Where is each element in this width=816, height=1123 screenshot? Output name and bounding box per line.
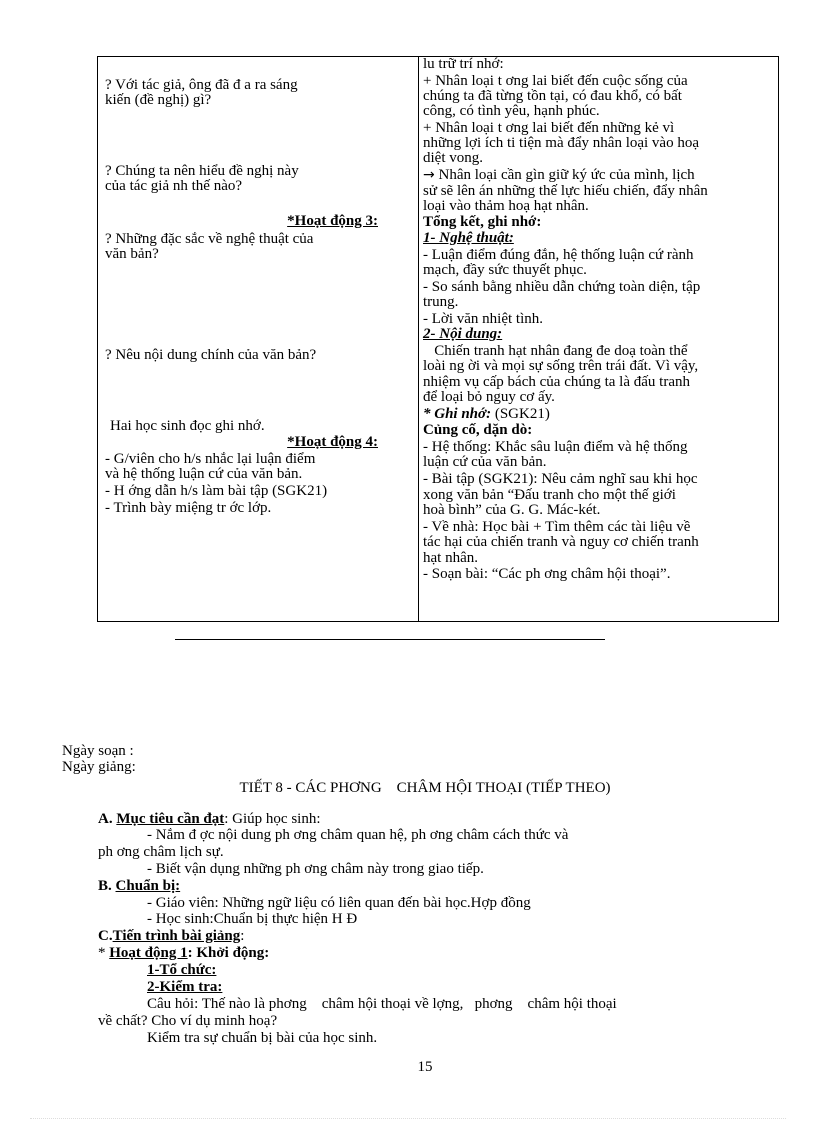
content-line: nhiệm vụ cấp bách của chúng ta là đấu tranh — [423, 374, 690, 390]
content-line: + Nhân loại t ơng lai biết đến những kẻ vì — [423, 120, 675, 136]
check-heading: 2-Kiểm tra: — [147, 979, 223, 995]
activity-line: - Trình bày miệng tr ớc lớp. — [105, 500, 272, 516]
content-heading: 2- Nội dung: — [423, 326, 503, 342]
section-b-label: B. — [98, 878, 116, 894]
activity-line: Hai học sinh đọc ghi nhớ. — [110, 418, 265, 434]
content-line — [423, 168, 695, 183]
content-text: (SGK21) — [491, 406, 550, 422]
activity-1-star: * — [98, 945, 110, 961]
section-a-label: A. — [98, 811, 117, 827]
content-line: mạch, đầy sức thuyết phục. — [423, 262, 587, 278]
content-line: loài ng ời và mọi sự sống trên trái đất. Vì vậy, — [423, 358, 699, 374]
content-line: - Luận điểm đúng đắn, hệ thống luận cứ rành — [423, 247, 694, 263]
arrow-right-icon: → — [423, 167, 435, 183]
art-heading: 1- Nghệ thuật: — [423, 230, 514, 246]
organization-heading: 1-Tổ chức: — [147, 962, 217, 978]
content-line: sử sẽ lên án những thế lực hiếu chiến, đẩy nhân — [423, 183, 708, 199]
content-line: - Bài tập (SGK21): Nêu cảm nghĩ sau khi học — [423, 471, 698, 487]
lesson-table — [97, 56, 779, 622]
section-a-text: : Giúp học sinh: — [224, 811, 321, 827]
section-b-heading: Chuẩn bị: — [115, 878, 181, 894]
summary-heading: Tổng kết, ghi nhớ: — [423, 214, 542, 230]
content-line: công, có tình yêu, hạnh phúc. — [423, 103, 600, 119]
teacher-activity-column — [98, 57, 418, 621]
content-line: để loại bỏ nguy cơ ấy. — [423, 389, 555, 405]
content-line: luận cứ của văn bản. — [423, 454, 547, 470]
activity-1 — [98, 946, 269, 961]
lesson-title: TIẾT 8 - CÁC PHƠNG CHÂM HỘI THOẠI (TIẾP THEO) — [239, 780, 611, 796]
objective-line: - Biết vận dụng những ph ơng châm này trong giao tiếp. — [147, 861, 484, 877]
content-line: - Hệ thống: Khắc sâu luận điểm và hệ thống — [423, 439, 688, 455]
content-line: tác hại của chiến tranh và nguy cơ chiến tranh — [423, 534, 699, 550]
question-line: văn bản? — [105, 246, 159, 262]
content-line: - Về nhà: Học bài + Tìm thêm các tài liệu về — [423, 519, 691, 535]
preparation-line: - Giáo viên: Những ngữ liệu có liên quan đến bài học.Hợp đồng — [147, 895, 531, 911]
content-line: diệt vong. — [423, 150, 483, 166]
section-c-heading: Tiến trình bài giảng — [112, 928, 241, 944]
content-line: - So sánh bằng nhiều dẫn chứng toàn diện, tập — [423, 279, 701, 295]
content-line: + Nhân loại t ơng lai biết đến cuộc sống của — [423, 73, 688, 89]
content-line: xong văn bản “Đấu tranh cho một thế giới — [423, 487, 676, 503]
question-line: ? Với tác giả, ông đã đ a ra sáng — [105, 77, 298, 93]
preparation-line: - Học sinh:Chuẩn bị thực hiện H Đ — [147, 911, 358, 927]
section-divider — [175, 639, 605, 640]
content-line: những lợi ích ti tiện mà đẩy nhân loại vào hoạ — [423, 135, 699, 151]
activity-4-heading: *Hoạt động 4: — [287, 434, 378, 450]
activity-line: và hệ thống luận cứ của văn bản. — [105, 466, 303, 482]
activity-3-heading: *Hoạt động 3: — [287, 213, 378, 229]
activity-line: - G/viên cho h/s nhắc lại luận điểm — [105, 451, 316, 467]
footer-rule — [30, 1118, 786, 1119]
section-c-text: : — [240, 928, 245, 944]
section-a — [98, 812, 321, 827]
prep-date-label: Ngày soạn : — [62, 743, 134, 759]
content-line: chúng ta đã từng tồn tại, có đau khổ, có bất — [423, 88, 682, 104]
content-line: hoà bình” của G. G. Mác-két. — [423, 502, 601, 518]
section-c-label: C. — [98, 928, 113, 944]
objective-line: ph ơng châm lịch sự. — [98, 844, 224, 860]
content-line: - Lời văn nhiệt tình. — [423, 311, 543, 327]
content-line: loại vào thảm hoạ hạt nhân. — [423, 198, 589, 214]
page-number: 15 — [417, 1059, 433, 1075]
check-question: về chất? Cho ví dụ minh hoạ? — [98, 1013, 278, 1029]
content-text: Nhân loại cần gìn giữ ký ức của mình, lịch — [434, 167, 695, 183]
question-line: của tác giả nh thế nào? — [105, 178, 243, 194]
teach-date-label: Ngày giảng: — [62, 759, 136, 775]
content-column — [419, 57, 779, 621]
content-line: - Soạn bài: “Các ph ơng châm hội thoại”. — [423, 566, 671, 582]
activity-1-heading: Hoạt động 1 — [109, 945, 188, 961]
section-b — [98, 879, 180, 894]
question-line: kiến (đề nghị) gì? — [105, 92, 212, 108]
memo-label: * Ghi nhớ: — [423, 406, 492, 422]
content-line: lu trữ trí nhớ: — [423, 57, 504, 72]
section-a-heading: Mục tiêu cần đạt — [116, 811, 225, 827]
question-line: ? Chúng ta nên hiểu đề nghị này — [105, 163, 299, 179]
check-line: Kiểm tra sự chuẩn bị bài của học sinh. — [147, 1030, 378, 1046]
content-line: hạt nhân. — [423, 550, 478, 566]
question-line: ? Nêu nội dung chính của văn bản? — [105, 347, 317, 363]
review-heading: Củng cố, dặn dò: — [423, 422, 533, 438]
section-c — [98, 929, 244, 944]
activity-line: - H ớng dẫn h/s làm bài tập (SGK21) — [105, 483, 328, 499]
content-line — [423, 407, 550, 422]
check-question: Câu hỏi: Thế nào là phơng châm hội thoại về lợng, phơng châm hội thoại — [147, 996, 617, 1012]
activity-1-text: : Khởi động: — [187, 945, 270, 961]
content-line: trung. — [423, 294, 459, 310]
objective-line: - Nắm đ ợc nội dung ph ơng châm quan hệ, ph ơng châm cách thức và — [147, 827, 569, 843]
content-line: Chiến tranh hạt nhân đang đe doạ toàn thể — [423, 343, 688, 359]
question-line: ? Những đặc sắc về nghệ thuật của — [105, 231, 314, 247]
